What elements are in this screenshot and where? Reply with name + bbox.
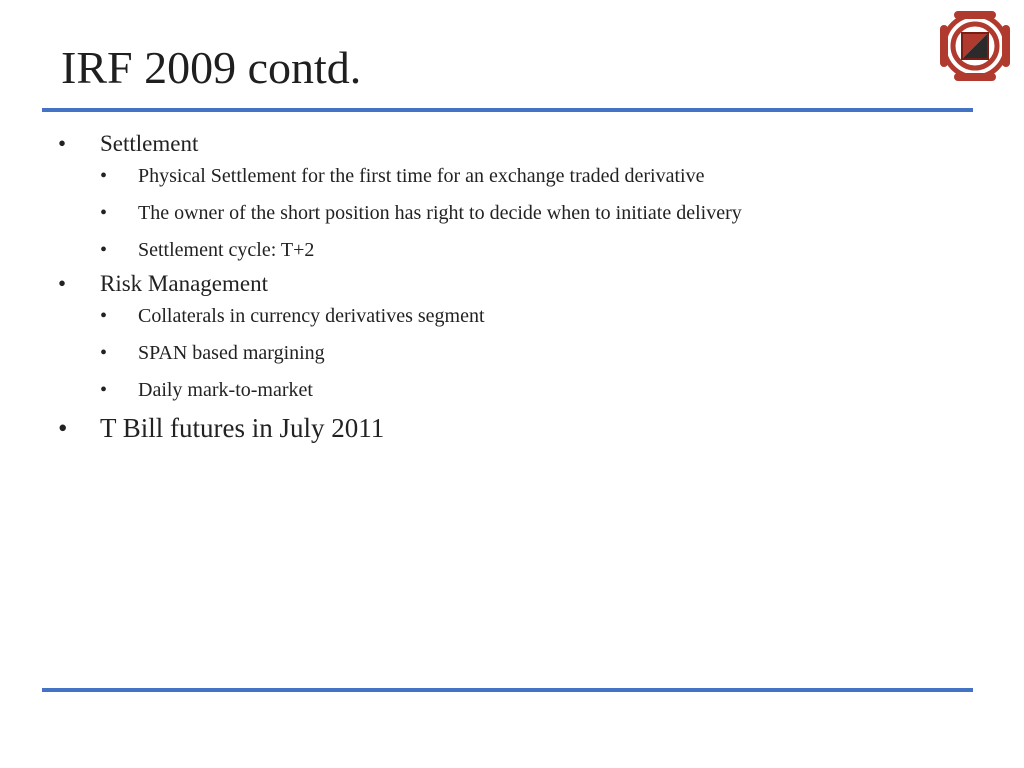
bullet-text: Settlement bbox=[100, 131, 199, 156]
bullet-glyph: • bbox=[100, 379, 108, 401]
sub-bullet-list bbox=[100, 163, 978, 264]
bullet-glyph: • bbox=[58, 131, 67, 156]
sub-bullet-text: Physical Settlement for the first time for an exchange traded derivative bbox=[138, 165, 705, 187]
sub-bullet-text: The owner of the short position has right to decide when to initiate delivery bbox=[138, 202, 742, 224]
bullet-glyph: • bbox=[100, 202, 108, 224]
bullet-glyph: • bbox=[58, 271, 67, 296]
bullet-tbill-futures bbox=[58, 411, 978, 445]
bullet-glyph: • bbox=[58, 413, 68, 443]
bullet-glyph: • bbox=[100, 342, 108, 364]
institution-seal-icon bbox=[939, 5, 1011, 87]
bullet-settlement bbox=[58, 129, 978, 264]
sub-bullet-settlement-cycle bbox=[100, 237, 978, 264]
footer-divider bbox=[42, 688, 973, 692]
bullet-text: Risk Management bbox=[100, 271, 268, 296]
sub-bullet-list bbox=[100, 303, 978, 404]
sub-bullet-span-margining bbox=[100, 340, 978, 367]
sub-bullet-text: Settlement cycle: T+2 bbox=[138, 239, 315, 261]
sub-bullet-short-position-owner bbox=[100, 200, 978, 227]
bullet-text: T Bill futures in July 2011 bbox=[100, 413, 385, 443]
bullet-list bbox=[58, 124, 978, 445]
sub-bullet-physical-settlement bbox=[100, 163, 978, 190]
sub-bullet-text: Daily mark-to-market bbox=[138, 379, 313, 401]
title-divider bbox=[42, 108, 973, 112]
bullet-glyph: • bbox=[100, 239, 108, 261]
bullet-glyph: • bbox=[100, 165, 108, 187]
bullet-risk-management bbox=[58, 269, 978, 404]
sub-bullet-text: Collaterals in currency derivatives segment bbox=[138, 305, 485, 327]
slide-title: IRF 2009 contd. bbox=[61, 42, 362, 93]
sub-bullet-text: SPAN based margining bbox=[138, 342, 325, 364]
sub-bullet-collaterals bbox=[100, 303, 978, 330]
bullet-glyph: • bbox=[100, 305, 108, 327]
sub-bullet-mark-to-market bbox=[100, 377, 978, 404]
